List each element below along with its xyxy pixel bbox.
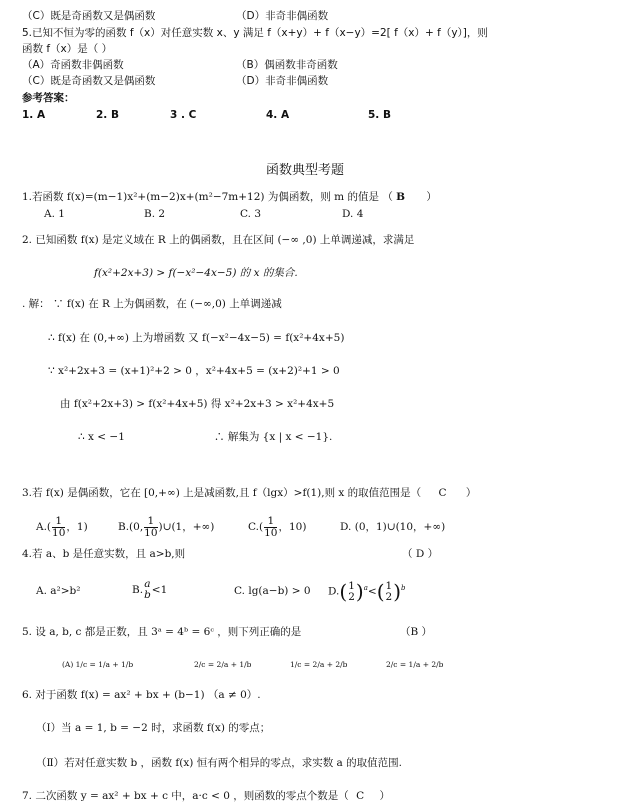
- problem-1-option-d: D. 4: [342, 208, 364, 220]
- problem-4-option-c: C. lg(a−b) > 0: [234, 585, 311, 597]
- problem-5-option-a: (A) 1/c = 1/a + 1/b: [62, 660, 134, 669]
- problem-6-part-2: （Ⅱ）若对任意实数 b ，函数 f(x) 恒有两个相异的零点，求实数 a 的取值范围.: [36, 757, 402, 769]
- problem-3-option-b: B.(0, $\frac{1}{10}$ )∪(1，+∞): [118, 514, 215, 539]
- question-5-stem-cont: 函数 f（x）是（ ）: [22, 43, 113, 55]
- problem-3-answer: C: [438, 487, 447, 499]
- problem-3-option-d: D. (0，1)∪(10，+∞): [340, 521, 446, 533]
- problem-7-answer: C: [356, 790, 365, 802]
- answer-5: 5. B: [368, 109, 391, 121]
- problem-4-option-d: D.( 1 2 )$^a$<( 1 2 )$^b$: [328, 579, 406, 604]
- option-d-line: （D）非奇非偶函数: [236, 10, 329, 22]
- problem-2-solution-step-3: ∵ x²+2x+3 = (x+1)²+2 > 0 ，x²+4x+5 = (x+2)²+1 > 0: [48, 365, 340, 377]
- q5-option-d: （D）非奇非偶函数: [236, 75, 329, 87]
- answer-2: 2. B: [96, 109, 119, 121]
- problem-2-condition: f(x²+2x+3) > f(−x²−4x−5) 的 x 的集合.: [94, 267, 298, 279]
- problem-4-stem: 4.若 a、b 是任意实数，且 a>b,则: [22, 548, 186, 560]
- problem-2-stem: 2. 已知函数 f(x) 是定义域在 R 上的偶函数，且在区间 (−∞ ,0) 上单调递减，求满足: [22, 234, 415, 246]
- problem-3-option-c: C.( $\frac{1}{10}$ ，10): [248, 514, 307, 539]
- question-5-stem: 5.已知不恒为零的函数 f（x）对任意实数 x、y 满足 f（x+y）+ f（x−y）=2[ f（x）+ f（y）]，则: [22, 27, 488, 39]
- answer-4: 4. A: [266, 109, 290, 121]
- answer-1: 1. A: [22, 109, 46, 121]
- answer-3: 3 . C: [170, 109, 197, 121]
- problem-1-option-a: A. 1: [44, 208, 65, 220]
- problem-5-option-c: 1/c = 2/a + 2/b: [290, 660, 348, 669]
- q5-option-a: （A）奇函数非偶函数: [22, 59, 124, 71]
- problem-6-part-1: （Ⅰ）当 a = 1, b = −2 时，求函数 f(x) 的零点；: [36, 722, 271, 734]
- problem-7-stem: 7. 二次函数 y = ax² + bx + c 中，a·c < 0 ，则函数的零点个数是（ C ）: [22, 790, 390, 802]
- q5-option-b: （B）偶函数非奇函数: [236, 59, 338, 71]
- problem-3-stem: 3.若 f(x) 是偶函数，它在 [0,+∞) 上是减函数,且 f（lgx）>f(1),则 x 的取值范围是（ C ）: [22, 487, 477, 499]
- problem-5-option-d: 2/c = 1/a + 2/b: [386, 660, 444, 669]
- problem-5-answer: （B ）: [400, 626, 433, 638]
- problem-2-solution-step-4: 由 f(x²+2x+3) > f(x²+4x+5) 得 x²+2x+3 > x²+4x+5: [60, 398, 335, 410]
- problem-4-option-b: B. a b <1: [132, 578, 168, 601]
- problem-4-option-a: A. a²>b²: [36, 585, 81, 597]
- problem-5-stem: 5. 设 a, b, c 都是正数，且 3ᵃ = 4ᵇ = 6ᶜ ，则下列正确的是: [22, 626, 302, 638]
- problem-2-solution-step-5b: ∴ 解集为 {x | x < −1}.: [214, 431, 333, 443]
- option-c-line: （C）既是奇函数又是偶函数: [22, 10, 156, 22]
- problem-2-solution-step-5a: ∴ x < −1: [78, 431, 125, 443]
- problem-6-stem: 6. 对于函数 f(x) = ax² + bx + (b−1) （a ≠ 0）.: [22, 689, 261, 701]
- problem-1-option-b: B. 2: [144, 208, 166, 220]
- problem-4-answer: （ D ）: [402, 548, 439, 560]
- problem-1-stem: 1.若函数 f(x)=(m−1)x²+(m−2)x+(m²−7m+12) 为偶函数，则 m 的值是 （ B ）: [22, 191, 437, 203]
- q5-option-c: （C）既是奇函数又是偶函数: [22, 75, 156, 87]
- problem-1-answer: B: [396, 191, 406, 203]
- answers-heading: 参考答案：: [22, 92, 75, 104]
- section-title: 函数典型考题: [266, 163, 345, 178]
- problem-1-option-c: C. 3: [240, 208, 262, 220]
- problem-3-option-a: A.( $\frac{1}{10}$ ，1): [36, 514, 88, 539]
- problem-2-solution-step-1: . 解： ∵ f(x) 在 R 上为偶函数，在 (−∞,0) 上单调递减: [22, 298, 282, 310]
- problem-5-option-b: 2/c = 2/a + 1/b: [194, 660, 252, 669]
- problem-2-solution-step-2: ∴ f(x) 在 (0,+∞) 上为增函数 又 f(−x²−4x−5) = f(x²+4x+5): [48, 332, 345, 344]
